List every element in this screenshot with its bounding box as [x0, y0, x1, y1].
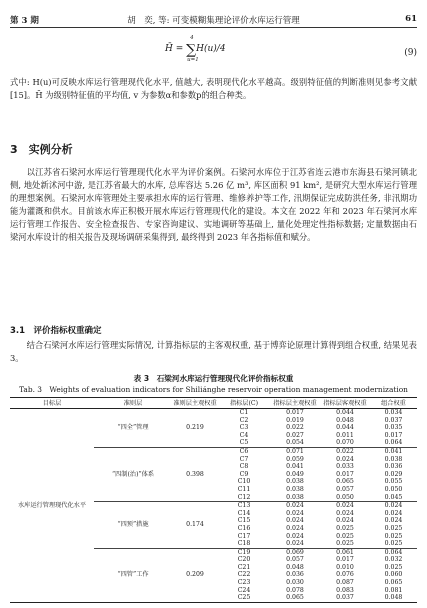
combined-weight-cell: 0.055 — [384, 478, 403, 486]
running-header — [10, 14, 417, 26]
subjective-weight-cell: 0.038 — [286, 478, 304, 486]
combined-weight-cell: 0.038 — [384, 455, 403, 463]
indicator-cell: C10 — [237, 478, 251, 486]
objective-weight-cell: 0.017 — [336, 470, 354, 478]
combined-weight-cell: 0.041 — [384, 447, 403, 455]
weights-table — [10, 397, 417, 603]
col-subjective-weight: 指标层主观权重 — [270, 398, 320, 409]
header-rule — [10, 27, 417, 28]
sum-lower-limit: u=1 — [187, 57, 199, 63]
objective-weight-cell: 0.024 — [336, 455, 354, 463]
indicator-cell: C1 — [239, 409, 249, 416]
indicator-cell: C19 — [237, 548, 251, 556]
issue-label: 第 3 期 — [10, 16, 39, 26]
equation-explanation: 式中: H(u)可反映水库运行管理现代化水平, 值越大, 表明现代化水平越高。级别特征值的判断准则见参考文献[15]。H̄ 为级别特征值的平均值, v 为参数α和参数p的组合种类。 — [10, 77, 417, 101]
subjective-weight-cell: 0.019 — [286, 416, 304, 424]
subjective-weight-cell: 0.041 — [286, 463, 304, 471]
combined-weight-cell: 0.045 — [370, 494, 417, 502]
combined-weight-cell: 0.081 — [384, 586, 403, 594]
criterion-weight-cell: 0.174 — [172, 502, 218, 549]
combined-weight-cell: 0.050 — [384, 485, 403, 493]
page-number: 61 — [405, 14, 417, 24]
subjective-weight-cell: 0.024 — [286, 517, 304, 525]
indicator-cell: C4 — [239, 431, 249, 439]
criterion-cell: “四管”工作 — [94, 548, 172, 602]
indicator-cell: C24 — [237, 586, 251, 594]
col-combined-weight: 组合权重 — [370, 398, 417, 409]
objective-weight-cell: 0.024 — [336, 509, 354, 517]
section-heading: 3 实例分析 — [10, 143, 73, 156]
objective-weight-cell: 0.044 — [336, 409, 354, 416]
combined-weight-cell: 0.025 — [384, 563, 403, 571]
objective-weight-cell: 0.022 — [336, 447, 354, 455]
subjective-weight-cell: 0.017 — [286, 409, 304, 416]
subjective-weight-cell: 0.022 — [286, 424, 304, 432]
criterion-weight-cell: 0.219 — [172, 409, 218, 448]
objective-weight-cell: 0.024 — [336, 502, 354, 510]
objective-weight-cell: 0.087 — [336, 579, 354, 587]
combined-weight-cell: 0.037 — [384, 416, 403, 424]
indicator-cell: C25 — [218, 594, 270, 602]
objective-weight-cell: 0.025 — [336, 524, 354, 532]
subjective-weight-cell: 0.024 — [286, 524, 304, 532]
criterion-cell: “四全”管理 — [94, 409, 172, 448]
indicator-cell: C13 — [237, 502, 251, 510]
combined-weight-cell: 0.064 — [384, 548, 403, 556]
combined-weight-cell: 0.024 — [384, 509, 403, 517]
objective-weight-cell: 0.057 — [336, 485, 354, 493]
subjective-weight-cell: 0.024 — [286, 502, 304, 510]
objective-weight-cell: 0.025 — [336, 532, 354, 540]
combined-weight-cell: 0.025 — [384, 524, 403, 532]
indicator-cell: C21 — [237, 563, 251, 571]
subjective-weight-cell: 0.069 — [286, 548, 304, 556]
col-indicator: 指标层(C) — [218, 398, 270, 409]
subjective-weight-cell: 0.059 — [286, 455, 304, 463]
subjective-weight-cell: 0.054 — [270, 439, 320, 447]
subjective-weight-cell: 0.024 — [286, 532, 304, 540]
criterion-weight-cell: 0.209 — [172, 548, 218, 602]
indicator-cell: C11 — [237, 485, 251, 493]
header-title: 胡 奕, 等: 可变模糊集理论评价水库运行管理 — [127, 16, 300, 26]
combined-weight-cell: 0.025 — [384, 532, 403, 540]
case-paragraph: 以江苏省石梁河水库运行管理现代化水平为评价案例。石梁河水库位于江苏省连云港市东海县石梁河镇北侧, 地处新沭河中游, 是江苏省最大的水库, 总库容达 5.26 亿 m³, 库区面积 91 km², 是研究大型水库运行管理的理想案例。石梁河水库管理处主要承担水库的运行管理、维修养护等工作, 汛期保证完成防洪任务, 非汛期功能为灌溉和供水。目前该水库正积极开展水库运行管理现代化的建设。本文在 2022 年和 2023 年石梁河水库运行管理工作报告、安全检查报告、专家咨询建议、实地调研等基础上, 量化处理定性指标数据; 定量数据由石梁河水库设计的相关报告及现场调研采集得到, 最终得到 2023 年各指标值和赋分。 — [10, 167, 417, 243]
combined-weight-cell: 0.034 — [384, 409, 403, 416]
subjective-weight-cell: 0.024 — [270, 540, 320, 548]
indicator-cell: C9 — [239, 470, 249, 478]
subjective-weight-cell: 0.078 — [286, 586, 304, 594]
subjective-weight-cell: 0.038 — [270, 494, 320, 502]
objective-weight-cell: 0.010 — [336, 563, 354, 571]
target-cell: 水库运行管理现代化水平 — [10, 409, 94, 603]
subjective-weight-cell: 0.071 — [286, 447, 304, 455]
equation-lhs: H̄ = — [165, 44, 187, 54]
subjective-weight-cell: 0.049 — [286, 470, 304, 478]
objective-weight-cell: 0.083 — [336, 586, 354, 594]
indicator-cell: C5 — [218, 439, 270, 447]
combined-weight-cell: 0.064 — [370, 439, 417, 447]
indicator-cell: C12 — [218, 494, 270, 502]
objective-weight-cell: 0.025 — [320, 540, 370, 548]
objective-weight-cell: 0.011 — [336, 431, 354, 439]
combined-weight-cell: 0.065 — [384, 579, 403, 587]
criterion-weight-cell: 0.398 — [172, 447, 218, 501]
objective-weight-cell: 0.024 — [336, 517, 354, 525]
subjective-weight-cell: 0.057 — [286, 556, 304, 564]
indicator-cell: C16 — [237, 524, 251, 532]
subjective-weight-cell: 0.038 — [286, 485, 304, 493]
indicator-cell: C23 — [237, 579, 251, 587]
equation-rhs: H(u)/4 — [196, 44, 226, 54]
combined-weight-cell: 0.025 — [370, 540, 417, 548]
sum-symbol: ∑ 4 u=1 — [186, 35, 199, 63]
subjective-weight-cell: 0.065 — [270, 594, 320, 602]
indicator-cell: C14 — [237, 509, 251, 517]
col-criterion-weight: 准则层主观权重 — [173, 399, 217, 407]
combined-weight-cell: 0.048 — [370, 594, 417, 602]
objective-weight-cell: 0.076 — [336, 571, 354, 579]
subjective-weight-cell: 0.030 — [286, 579, 304, 587]
combined-weight-cell: 0.036 — [384, 463, 403, 471]
col-criterion: 准则层 — [94, 398, 172, 409]
combined-weight-cell: 0.060 — [384, 571, 403, 579]
subjective-weight-cell: 0.036 — [286, 571, 304, 579]
objective-weight-cell: 0.065 — [336, 478, 354, 486]
subjective-weight-cell: 0.027 — [286, 431, 304, 439]
table-caption-cn: 表 3 石梁河水库运行管理现代化评价指标权重 — [133, 374, 294, 383]
indicator-cell: C15 — [237, 517, 251, 525]
indicator-cell: C2 — [239, 416, 249, 424]
indicator-cell: C7 — [239, 455, 249, 463]
col-target: 目标层 — [10, 398, 94, 409]
objective-weight-cell: 0.017 — [336, 556, 354, 564]
criterion-cell: “四预”措施 — [94, 502, 172, 549]
sum-upper-limit: 4 — [190, 35, 194, 41]
equation-9 — [0, 35, 427, 74]
subjective-weight-cell: 0.048 — [286, 563, 304, 571]
objective-weight-cell: 0.037 — [320, 594, 370, 602]
indicator-cell: C18 — [218, 540, 270, 548]
indicator-cell: C3 — [239, 424, 249, 432]
objective-weight-cell: 0.033 — [336, 463, 354, 471]
combined-weight-cell: 0.024 — [384, 502, 403, 510]
combined-weight-cell: 0.029 — [384, 470, 403, 478]
subjective-weight-cell: 0.024 — [286, 509, 304, 517]
indicator-cell: C20 — [237, 556, 251, 564]
subsection-heading: 3.1 评价指标权重确定 — [10, 326, 102, 336]
weights-paragraph: 结合石梁河水库运行管理实际情况, 计算指标层的主客观权重, 基于博弈论原理计算得到组合权重, 结果见表 3。 — [10, 340, 417, 364]
indicator-cell: C8 — [239, 463, 249, 471]
indicator-cell: C22 — [237, 571, 251, 579]
combined-weight-cell: 0.017 — [384, 431, 403, 439]
objective-weight-cell: 0.070 — [320, 439, 370, 447]
objective-weight-cell: 0.061 — [336, 548, 354, 556]
table-caption-en: Tab. 3 Weights of evaluation indicators for Shiliánghe reservoir operation management modernization — [19, 385, 408, 394]
equation-number: (9) — [404, 48, 417, 58]
col-objective-weight: 指标层客观权重 — [320, 398, 370, 409]
indicator-cell: C6 — [239, 447, 249, 455]
combined-weight-cell: 0.024 — [384, 517, 403, 525]
criterion-cell: “四制(治)”体系 — [94, 447, 172, 501]
combined-weight-cell: 0.035 — [384, 424, 403, 432]
objective-weight-cell: 0.048 — [336, 416, 354, 424]
objective-weight-cell: 0.044 — [336, 424, 354, 432]
combined-weight-cell: 0.032 — [384, 556, 403, 564]
objective-weight-cell: 0.050 — [320, 494, 370, 502]
table-row — [10, 409, 417, 417]
indicator-cell: C17 — [237, 532, 251, 540]
